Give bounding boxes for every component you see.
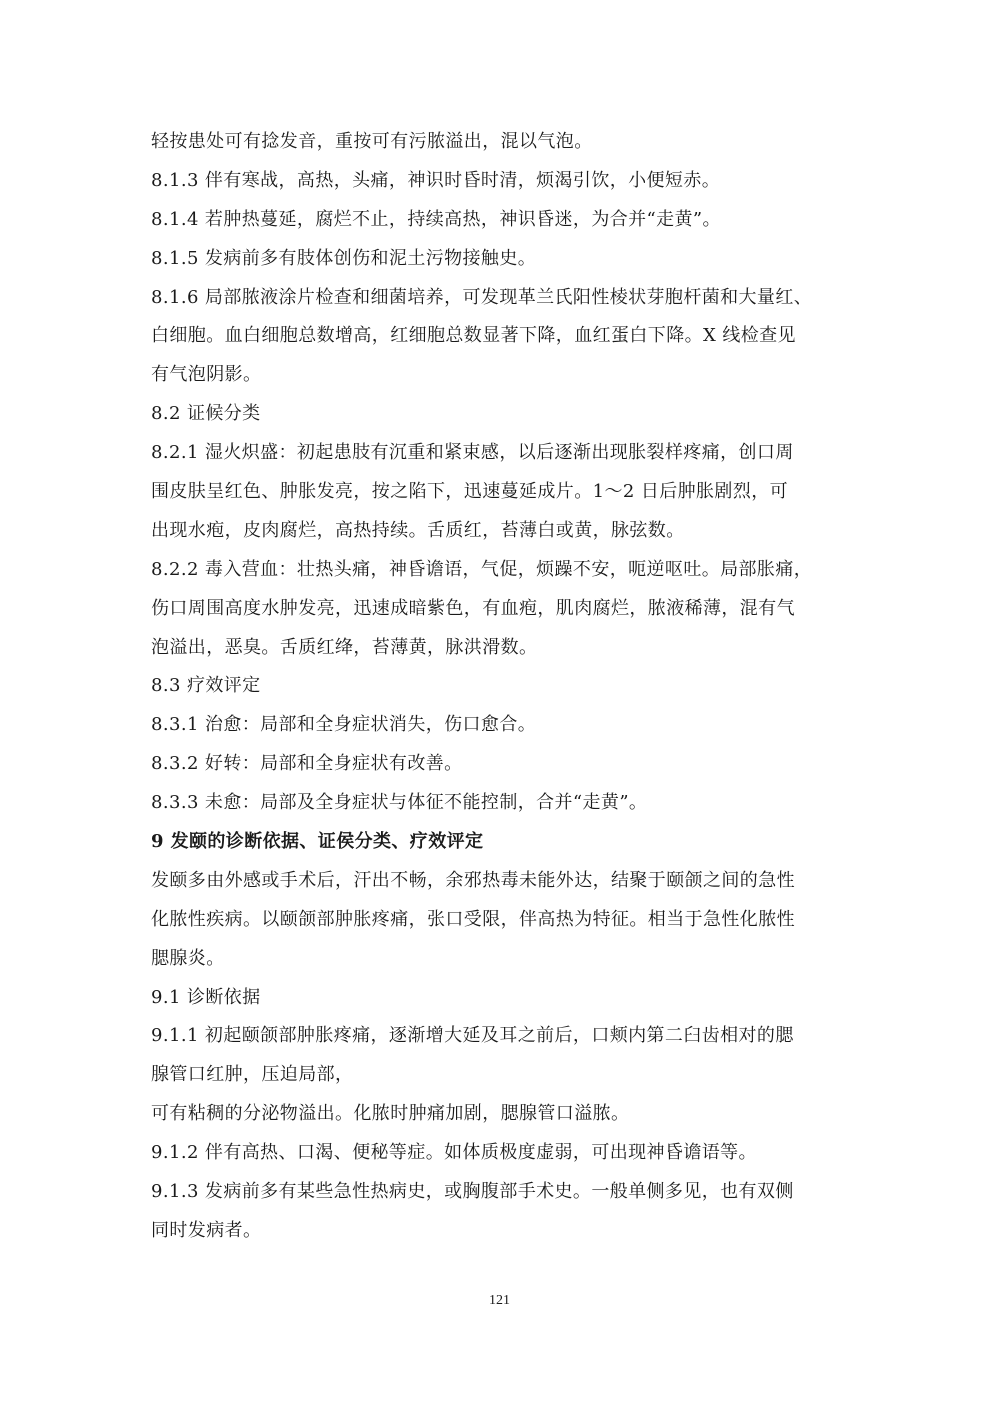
text-line: 出现水疱，皮肉腐烂，高热持续。舌质红，苔薄白或黄，脉弦数。	[151, 519, 685, 541]
text-line: 化脓性疾病。以颐颌部肿胀疼痛，张口受限，伴高热为特征。相当于急性化脓性	[151, 908, 795, 930]
text-line: 8.1.6 局部脓液涂片检查和细菌培养，可发现革兰氏阳性棱状芽胞杆菌和大量红、	[151, 286, 813, 308]
text-line: 8.3 疗效评定	[151, 675, 261, 697]
text-line: 有气泡阴影。	[151, 364, 262, 386]
text-line: 8.2 证候分类	[151, 403, 261, 425]
text-line: 8.3.1 治愈：局部和全身症状消失，伤口愈合。	[151, 714, 537, 736]
text-line: 9.1.1 初起颐颌部肿胀疼痛，逐渐增大延及耳之前后，口颊内第二臼齿相对的腮	[151, 1025, 794, 1047]
text-line: 8.3.2 好转：局部和全身症状有改善。	[151, 753, 463, 775]
text-line: 腮腺炎。	[151, 947, 225, 969]
text-line: 8.2.1 湿火炽盛：初起患肢有沉重和紧束感，以后逐渐出现胀裂样疼痛，创口周	[151, 442, 794, 464]
text-line: 8.1.3 伴有寒战，高热，头痛，神识时昏时清，烦渴引饮，小便短赤。	[151, 169, 721, 191]
text-line: 伤口周围高度水肿发亮，迅速成暗紫色，有血疱，肌肉腐烂，脓液稀薄，混有气	[151, 597, 795, 619]
text-line: 9.1.3 发病前多有某些急性热病史，或胸腹部手术史。一般单侧多见，也有双侧	[151, 1181, 794, 1203]
text-line: 可有粘稠的分泌物溢出。化脓时肿痛加剧，腮腺管口溢脓。	[151, 1103, 630, 1125]
text-line: 发颐多由外感或手术后，汗出不畅，余邪热毒未能外达，结聚于颐颌之间的急性	[151, 869, 795, 891]
text-line: 9.1.2 伴有高热、口渴、便秘等症。如体质极度虚弱，可出现神昏谵语等。	[151, 1142, 757, 1164]
text-line: 8.1.4 若肿热蔓延，腐烂不止，持续高热，神识昏迷，为合并“走黄”。	[151, 208, 721, 230]
text-line: 8.2.2 毒入营血：壮热头痛，神昏谵语，气促，烦躁不安，呃逆呕吐。局部胀痛，	[151, 558, 813, 580]
text-line: 白细胞。血白细胞总数增高，红细胞总数显著下降，血红蛋白下降。X 线检查见	[151, 325, 796, 347]
text-line: 腺管口红肿，压迫局部，	[151, 1064, 354, 1086]
text-line: 8.1.5 发病前多有肢体创伤和泥土污物接触史。	[151, 247, 537, 269]
text-line: 围皮肤呈红色、肿胀发亮，按之陷下，迅速蔓延成片。1～2 日后肿胀剧烈，可	[151, 481, 789, 503]
page-body-text	[151, 123, 851, 1251]
section-heading: 9 发颐的诊断依据、证侯分类、疗效评定	[151, 831, 484, 853]
text-line: 9.1 诊断依据	[151, 986, 261, 1008]
page-number: 121	[489, 1293, 510, 1308]
text-line: 泡溢出，恶臭。舌质红绛，苔薄黄，脉洪滑数。	[151, 636, 538, 658]
text-line: 8.3.3 未愈：局部及全身症状与体征不能控制，合并“走黄”。	[151, 792, 648, 814]
text-line: 同时发病者。	[151, 1219, 262, 1241]
text-line: 轻按患处可有捻发音，重按可有污脓溢出，混以气泡。	[151, 131, 593, 152]
